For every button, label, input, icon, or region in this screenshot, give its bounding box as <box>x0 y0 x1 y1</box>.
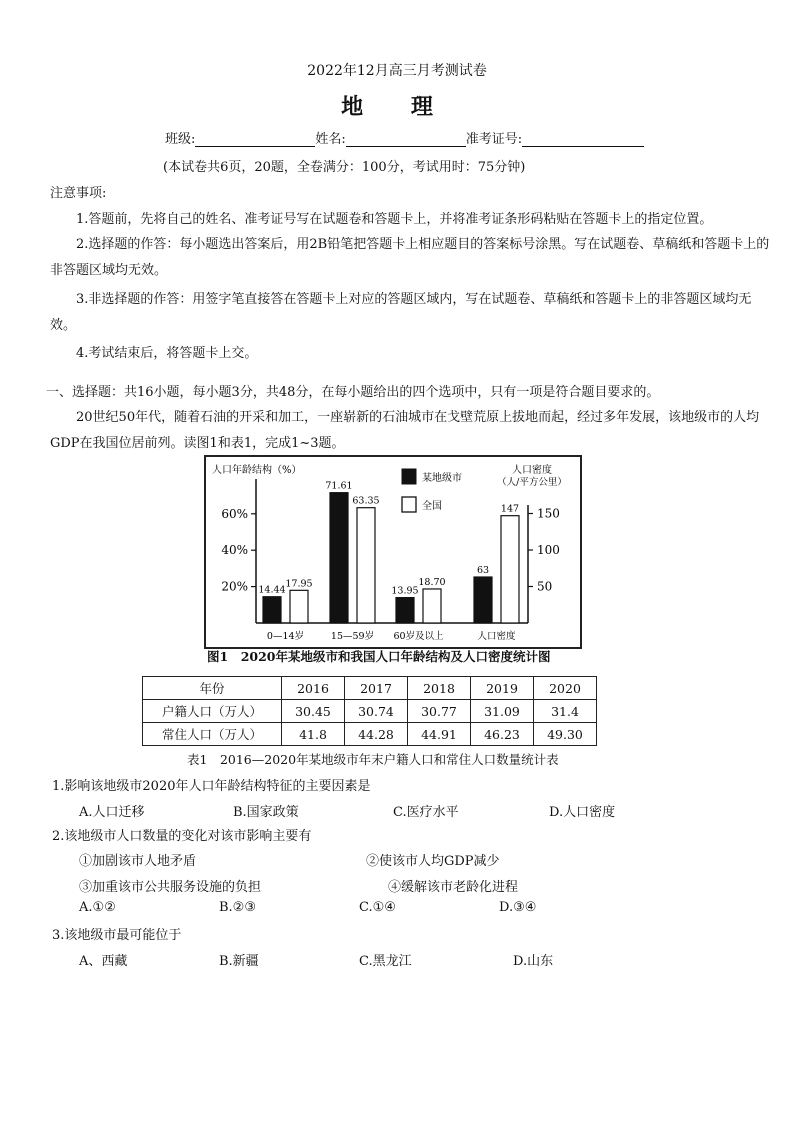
question-2-option-d[interactable]: D.③④ <box>499 900 537 915</box>
table-header-row <box>143 677 597 700</box>
figure-1-caption: 图1 2020年某地级市和我国人口年龄结构及人口密度统计图 <box>207 649 551 664</box>
bar-value-label: 63.35 <box>352 495 380 507</box>
right-axis-tick-label: 100 <box>537 543 560 557</box>
legend-swatch-national <box>402 497 416 512</box>
question-1-option-c[interactable]: C.医疗水平 <box>393 805 459 820</box>
section-heading: 一、选择题：共16小题，每小题3分，共48分，在每小题给出的四个选项中，只有一项是符合题目要求的。 <box>46 385 660 400</box>
bar-value-label: 14.44 <box>258 584 286 596</box>
question-2-statement-4: ④缓解该市老龄化进程 <box>388 880 519 895</box>
question-3-option-a[interactable]: A、西藏 <box>79 954 128 969</box>
category-label: 人口密度 <box>477 631 516 642</box>
class-blank[interactable] <box>195 132 315 147</box>
bar-value-label: 18.70 <box>418 576 446 588</box>
bar-national <box>357 508 375 623</box>
bar-value-label: 17.95 <box>285 578 313 590</box>
legend-label-national: 全国 <box>422 501 442 512</box>
question-1-option-b[interactable]: B.国家政策 <box>233 805 299 820</box>
bar-national <box>423 589 441 623</box>
id-blank[interactable] <box>522 132 644 147</box>
table-header-cell: 2018 <box>408 677 471 700</box>
question-2-statement-1: ①加剧该市人地矛盾 <box>79 854 197 869</box>
bar-value-label: 63 <box>476 565 490 577</box>
table-header-cell: 2017 <box>345 677 408 700</box>
question-1-option-a[interactable]: A.人口迁移 <box>79 805 145 820</box>
id-label: 准考证号: <box>465 132 523 147</box>
question-1-stem: 1.影响该地级市2020年人口年龄结构特征的主要因素是 <box>52 779 371 794</box>
category-label: 15—59岁 <box>330 631 375 642</box>
right-axis-title: 人口密度 <box>512 465 552 476</box>
legend-swatch-city <box>402 469 416 484</box>
table-cell: 41.8 <box>282 723 345 746</box>
right-axis-tick-label: 50 <box>537 579 553 594</box>
table-row <box>143 723 597 746</box>
exam-title: 2022年12月高三月考测试卷 <box>307 63 487 79</box>
bar-city <box>474 577 492 623</box>
question-2-option-c[interactable]: C.①④ <box>359 900 396 915</box>
bar-national <box>290 590 308 623</box>
exam-info: (本试卷共6页，20题，全卷满分：100分，考试用时：75分钟) <box>163 160 526 175</box>
category-label: 60岁及以上 <box>393 631 444 642</box>
table-cell: 30.45 <box>282 700 345 723</box>
subject-title: 地 理 <box>341 94 453 120</box>
bar-city <box>263 597 281 623</box>
table-cell: 44.91 <box>408 723 471 746</box>
left-axis-tick-label: 60% <box>221 506 248 521</box>
table-cell: 30.77 <box>408 700 471 723</box>
question-2-stem: 2.该地级市人口数量的变化对该市影响主要有 <box>52 829 312 844</box>
question-3-option-c[interactable]: C.黑龙江 <box>359 954 412 969</box>
bar-value-label: 71.61 <box>325 480 353 492</box>
question-2-option-b[interactable]: B.②③ <box>219 900 256 915</box>
legend-label-city: 某地级市 <box>422 473 462 484</box>
table-header-cell: 2016 <box>282 677 345 700</box>
notice-heading: 注意事项: <box>50 186 107 201</box>
bar-value-label: 13.95 <box>391 585 419 597</box>
question-3-option-b[interactable]: B.新疆 <box>219 954 259 969</box>
figure-1-chart <box>206 457 580 647</box>
question-2-option-a[interactable]: A.①② <box>79 900 116 915</box>
left-axis-title: 人口年龄结构（%） <box>212 465 302 476</box>
table-cell: 46.23 <box>471 723 534 746</box>
left-axis-tick-label: 40% <box>221 543 248 558</box>
table-cell: 31.4 <box>534 700 597 723</box>
name-blank[interactable] <box>346 132 466 147</box>
table-header-cell: 年份 <box>143 677 282 700</box>
bar-national <box>501 516 519 623</box>
table-cell: 49.30 <box>534 723 597 746</box>
class-label: 班级: <box>165 132 196 147</box>
right-axis-unit: （人/平方公里） <box>497 477 567 488</box>
notice-item-4: 4.考试结束后，将答题卡上交。 <box>76 346 258 361</box>
bar-city <box>330 493 348 623</box>
question-3-option-d[interactable]: D.山东 <box>513 954 554 969</box>
question-2-statement-3: ③加重该市公共服务设施的负担 <box>79 880 262 895</box>
question-3-stem: 3.该地级市最可能位于 <box>52 928 182 943</box>
table-header-cell: 2019 <box>471 677 534 700</box>
table-1 <box>142 676 597 746</box>
notice-item-2: 2.选择题的作答：每小题选出答案后，用2B铅笔把答题卡上相应题目的答案标号涂黑。写在试题卷、草稿纸和答题卡上的非答题区域均无效。 <box>50 237 770 278</box>
name-label: 姓名: <box>315 132 346 147</box>
bar-city <box>396 598 414 623</box>
candidate-fields <box>165 128 644 147</box>
question-1-option-d[interactable]: D.人口密度 <box>549 805 616 820</box>
section-intro: 20世纪50年代，随着石油的开采和加工，一座崭新的石油城市在戈壁荒原上拔地而起，经过多年发展，该地级市的人均GDP在我国位居前列。读图1和表1，完成1~3题。 <box>50 410 760 451</box>
table-cell: 44.28 <box>345 723 408 746</box>
table-row <box>143 700 597 723</box>
right-axis-tick-label: 150 <box>537 506 560 521</box>
notice-item-1: 1.答题前，先将自己的姓名、准考证号写在试题卷和答题卡上，并将准考证条形码粘贴在答题卡上的指定位置。 <box>76 212 713 227</box>
category-label: 0—14岁 <box>266 631 305 642</box>
table-cell: 30.74 <box>345 700 408 723</box>
figure-1-frame <box>204 455 582 649</box>
notice-item-3: 3.非选择题的作答：用签字笔直接答在答题卡上对应的答题区域内，写在试题卷、草稿纸和答题卡上的非答题区域均无效。 <box>50 292 752 333</box>
table-cell: 31.09 <box>471 700 534 723</box>
table-header-cell: 2020 <box>534 677 597 700</box>
table-1-caption: 表1 2016—2020年某地级市年末户籍人口和常住人口数量统计表 <box>187 752 559 767</box>
bar-value-label: 147 <box>500 503 520 515</box>
left-axis-tick-label: 20% <box>221 579 248 594</box>
table-1-wrapper <box>142 676 597 746</box>
table-cell: 常住人口（万人） <box>143 723 282 746</box>
table-cell: 户籍人口（万人） <box>143 700 282 723</box>
question-2-statement-2: ②使该市人均GDP减少 <box>366 854 500 869</box>
